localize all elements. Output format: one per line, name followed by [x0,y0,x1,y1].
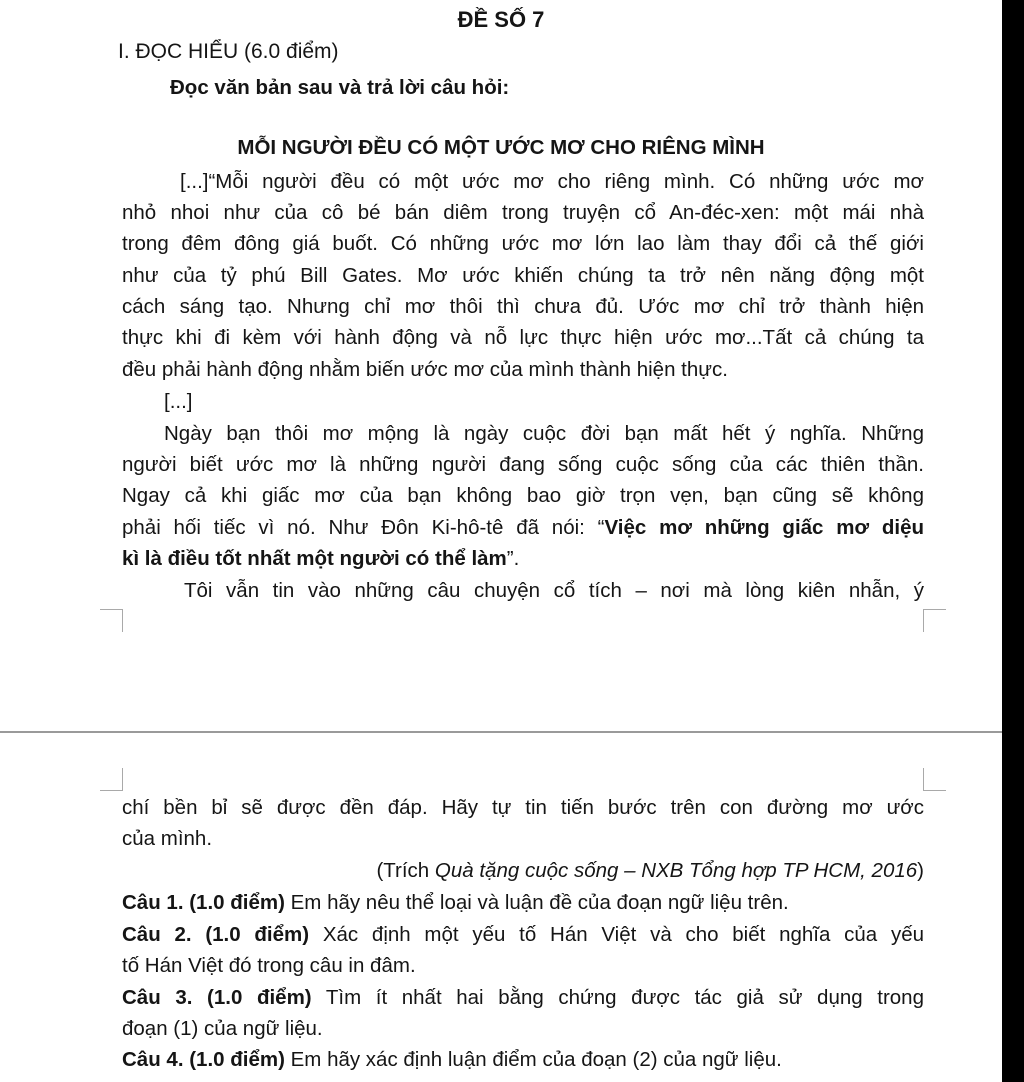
paragraph-1-line: như của tỷ phú Bill Gates. Mơ ước khiến chúng ta trở nên năng động một [122,264,924,287]
paragraph-1-line: đều phải hành động nhằm biến ước mơ của mình thành hiện thực. [122,358,728,381]
question-text: Em hãy nêu thể loại và luận đề của đoạn ngữ liệu trên. [284,891,789,914]
question-3-continued: đoạn (1) của ngữ liệu. [122,1017,323,1040]
question-1 [122,889,924,917]
question-label: Câu 1. (1.0 điểm) [122,891,285,914]
paragraph-2-plain-text: phải hối tiếc vì nó. Như Đôn Ki-hô-tê đã nói: “ [122,516,605,539]
question-4 [122,1046,924,1074]
question-label: Câu 4. (1.0 điểm) [122,1048,285,1071]
page-corner-mark [923,609,946,632]
paragraph-2-line: Ngày bạn thôi mơ mộng là ngày cuộc đời bạn mất hết ý nghĩa. Những [164,422,924,445]
paragraph-2-line [122,545,924,573]
citation [122,857,924,885]
paragraph-1-line: trong đêm đông giá buốt. Có những ước mơ lớn lao làm thay đổi cả thế giới [122,232,924,255]
citation-open: (Trích [376,859,435,882]
question-label: Câu 2. (1.0 điểm) [122,923,310,946]
bold-quote-text: kì là điều tốt nhất một người có thể làm [122,547,507,570]
paragraph-3-line: chí bền bỉ sẽ được đền đáp. Hãy tự tin tiến bước trên con đường mơ ước [122,796,924,819]
question-text: Em hãy xác định luận điểm của đoạn (2) của ngữ liệu. [284,1048,782,1071]
paragraph-3-line: Tôi vẫn tin vào những câu chuyện cổ tích – nơi mà lòng kiên nhẫn, ý [184,579,924,602]
instruction: Đọc văn bản sau và trả lời câu hỏi: [170,76,510,99]
page-corner-mark [100,768,123,791]
page-corner-mark [923,768,946,791]
paragraph-2-line: người biết ước mơ là những người đang sống cuộc sống của các thiên thần. [122,453,924,476]
paragraph-2-line: Ngay cả khi giấc mơ của bạn không bao giờ trọn vẹn, bạn cũng sẽ không [122,484,924,507]
document-page-bottom [0,733,1002,1082]
paragraph-1-line: nhỏ nhoi như của cô bé bán diêm trong truyện cổ An-đéc-xen: một mái nhà [122,201,924,224]
question-text: Tìm ít nhất hai bằng chứng được tác giả sử dụng trong [311,986,924,1009]
paragraph-3-line: của mình. [122,827,213,850]
paragraph-2-line [122,514,924,542]
question-label: Câu 3. (1.0 điểm) [122,986,312,1009]
bold-quote-text: Việc mơ những giấc mơ diệu [604,516,924,539]
paragraph-1-line: cách sáng tạo. Nhưng chỉ mơ thôi thì chưa đủ. Ước mơ chỉ trở thành hiện [122,295,924,318]
exam-title: ĐỀ SỐ 7 [457,7,545,32]
question-text: Xác định một yếu tố Hán Việt và cho biết nghĩa của yếu [309,923,924,946]
question-2-continued: tố Hán Việt đó trong câu in đâm. [122,954,416,977]
question-2 [122,921,924,949]
citation-close: ) [917,859,924,882]
citation-source: Quà tặng cuộc sống – NXB Tổng hợp TP HCM, 2016 [434,859,918,882]
paragraph-1-line: [...]“Mỗi người đều có một ước mơ cho riêng mình. Có những ước mơ [180,170,924,193]
ellipsis-marker: [...] [164,390,193,413]
paragraph-1-line: thực khi đi kèm với hành động và nỗ lực thực hiện ước mơ...Tất cả chúng ta [122,326,924,349]
page-corner-mark [100,609,123,632]
paragraph-2-plain-text: ”. [506,547,520,570]
question-3 [122,984,924,1012]
passage-title: MỖI NGƯỜI ĐỀU CÓ MỘT ƯỚC MƠ CHO RIÊNG MÌNH [237,136,765,159]
section-heading: I. ĐỌC HIỂU (6.0 điểm) [118,40,339,63]
